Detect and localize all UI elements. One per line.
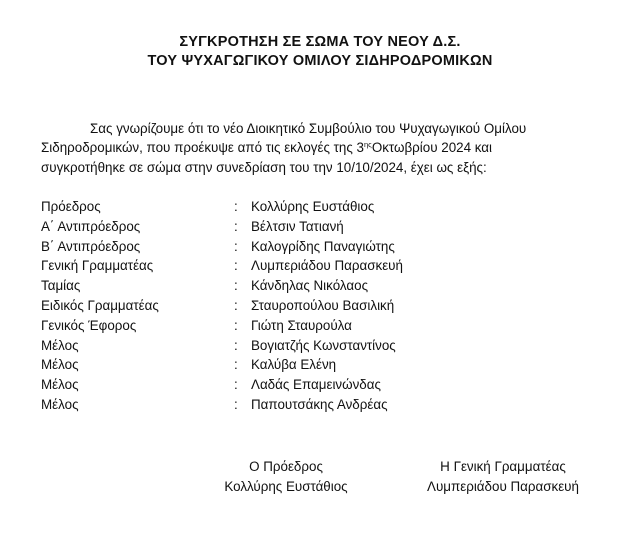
member-separator: : [234,396,238,412]
member-row [41,296,601,316]
member-name: Βέλτσιν Τατιανή [251,218,344,234]
member-name: Σταυροπούλου Βασιλική [251,297,395,313]
ordinal-superscript: ης [364,140,372,150]
member-name: Κολλύρης Ευστάθιος [251,199,375,214]
member-name: Παπουτσάκης Ανδρέας [251,396,388,412]
member-role: Πρόεδρος [41,199,101,214]
member-name: Καλύβα Ελένη [251,357,337,373]
member-row [41,276,601,296]
signature-president [196,457,376,497]
intro-line-2-start: Σιδηροδρομικών, που προέκυψε από τις εκλογές της 3 [41,140,365,156]
signature-secretary-name: Λυμπεριάδου Παρασκευή [427,479,579,494]
member-row [41,375,601,395]
member-separator: : [234,357,238,373]
member-name: Βογιατζής Κωνσταντίνος [251,337,396,353]
board-members-list [41,197,601,415]
signature-president-name: Κολλύρης Ευστάθιος [224,479,348,494]
member-role: Γενική Γραμματέας [41,258,154,274]
member-role: Ειδικός Γραμματέας [41,297,159,313]
member-role: Ταμίας [41,278,81,294]
member-separator: : [234,317,238,333]
intro-line-1: Σας γνωρίζουμε ότι το νέο Διοικητικό Συμβούλιο του Ψυχαγωγικού Ομίλου [90,121,527,136]
signature-president-title: Ο Πρόεδρος [249,459,323,474]
member-name: Κάνδηλας Νικόλαος [251,278,369,294]
member-row [41,256,601,276]
member-separator: : [234,377,238,393]
intro-line-2 [41,138,601,157]
member-name: Λαδάς Επαμεινώνδας [251,377,381,393]
member-row [41,237,601,257]
member-row [41,355,601,375]
member-name: Καλογρίδης Παναγιώτης [251,238,395,254]
member-separator: : [234,337,238,353]
document-title-line-1: ΣΥΓΚΡΟΤΗΣΗ ΣΕ ΣΩΜΑ ΤΟΥ ΝΕΟΥ Δ.Σ. [179,34,461,50]
member-role: Μέλος [41,377,79,393]
member-separator: : [234,199,238,214]
member-role: Γενικός Έφορος [41,317,137,333]
member-row [41,316,601,336]
signature-secretary-title: Η Γενική Γραμματέας [440,459,566,474]
member-role: Β΄ Αντιπρόεδρος [41,238,141,254]
document-title-line-2: ΤΟΥ ΨΥΧΑΓΩΓΙΚΟΥ ΟΜΙΛΟΥ ΣΙΔΗΡΟΔΡΟΜΙΚΩΝ [147,53,493,69]
member-name: Γιώτη Σταυρούλα [251,317,352,333]
member-row [41,336,601,356]
member-row [41,395,601,415]
member-row [41,197,601,217]
member-separator: : [234,258,238,274]
signature-secretary [408,457,598,497]
intro-line-2-end: Οκτωβρίου 2024 και [371,140,493,156]
member-role: Μέλος [41,337,79,353]
intro-line-3: συγκροτήθηκε σε σώμα στην συνεδρίαση του την 10/10/2024, έχει ως εξής: [41,159,487,175]
member-row [41,217,601,237]
member-role: Α΄ Αντιπρόεδρος [41,218,141,234]
member-separator: : [234,218,238,234]
member-role: Μέλος [41,396,79,412]
member-separator: : [234,278,238,294]
member-separator: : [234,238,238,254]
member-role: Μέλος [41,357,79,373]
member-name: Λυμπεριάδου Παρασκευή [251,258,403,274]
intro-paragraph [41,119,601,177]
member-separator: : [234,297,238,313]
